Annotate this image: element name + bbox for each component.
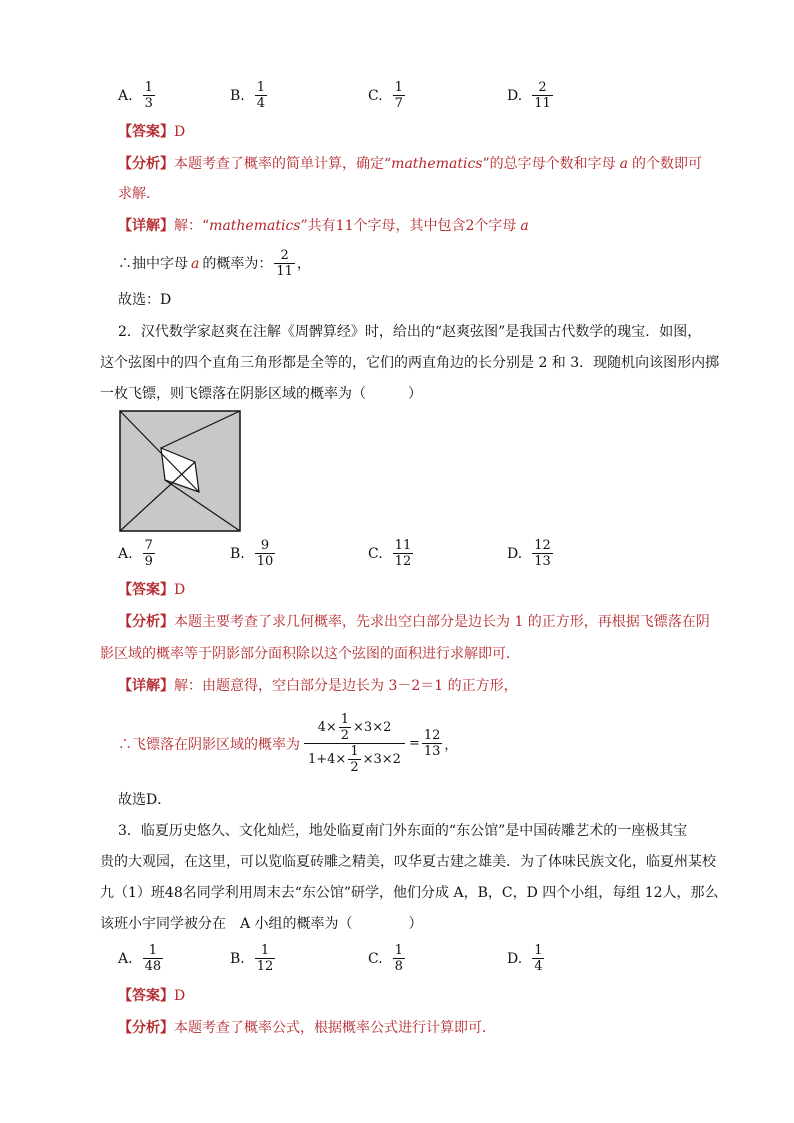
option-label: B.: [230, 545, 245, 562]
q2-option-b: [230, 538, 277, 569]
q1-option-d: [507, 80, 555, 111]
fraction: $\frac{12}{13}$: [423, 728, 441, 759]
q2-detail: 【详解】解：由题意得，空白部分是边长为 3－2＝1 的正方形，: [118, 678, 518, 694]
fraction: $\frac{1}{48}$: [144, 943, 162, 974]
q2-option-a: [118, 538, 157, 569]
q3-analysis: 【分析】本题考查了概率公式，根据概率公式进行计算即可．: [118, 1020, 496, 1036]
option-label: D.: [507, 545, 523, 562]
q3-option-d: [507, 943, 546, 974]
q2-stem-line1: 2．汉代数学家赵爽在注解《周髀算经》时，给出的“赵爽弦图”是我国古代数学的瑰宝．如图，: [118, 324, 702, 340]
q1-answer: 【答案】D: [118, 124, 186, 140]
q1-option-a: [118, 80, 157, 111]
fraction: $\frac{1}{3}$: [144, 80, 153, 111]
q1-option-b: [230, 80, 269, 111]
option-label: C.: [368, 545, 383, 562]
fraction: $\frac{1}{7}$: [394, 80, 403, 111]
q2-stem-line2: 这个弦图中的四个直角三角形都是全等的，它们的两直角边的长分别是 2 和 3．现随机向该图形内掷: [100, 355, 720, 371]
big-fraction: 4× $\frac{1}{2}$ ×3×2 1+4× $\frac{1}{2}$ ×3×2: [304, 712, 405, 775]
q2-choose: 故选D．: [118, 792, 172, 808]
option-label: B.: [230, 87, 245, 104]
q1-analysis-line2: 求解．: [118, 186, 160, 202]
option-label: A.: [118, 545, 133, 562]
fraction: $\frac{2}{11}$: [276, 248, 293, 279]
option-label: D.: [507, 950, 523, 967]
q1-probability: ∴抽中字母 a 的概率为： $\frac{2}{11}$ ，: [118, 248, 311, 279]
q3-stem-line4: 该班小宇同学被分在 A 小组的概率为（ ）: [100, 916, 423, 932]
q2-analysis-line2: 影区域的概率等于阴影部分面积除以这个弦图的面积进行求解即可．: [100, 646, 520, 662]
fraction: $\frac{1}{8}$: [394, 943, 403, 974]
fraction: $\frac{1}{4}$: [256, 80, 266, 111]
q1-choose: 故选：D: [118, 292, 172, 308]
q3-option-b: [230, 943, 277, 974]
option-label: A.: [118, 87, 133, 104]
q3-stem-line1: 3．临夏历史悠久、文化灿烂，地处临夏南门外东面的“东公馆”是中国砖雕艺术的一座极其宝: [118, 823, 688, 839]
q2-answer: 【答案】D: [118, 582, 186, 598]
q3-option-c: [368, 943, 407, 974]
option-label: A.: [118, 950, 133, 967]
q3-stem-line2: 贵的大观园，在这里，可以览临夏砖雕之精美，叹华夏古建之雄美．为了体味民族文化，临夏州某校: [100, 854, 716, 870]
q1-option-c: [368, 80, 407, 111]
fraction: $\frac{12}{13}$: [534, 538, 551, 569]
fraction: $\frac{2}{11}$: [534, 80, 551, 111]
option-label: B.: [230, 950, 245, 967]
fraction: $\frac{1}{4}$: [534, 943, 543, 974]
q2-stem-line3: 一枚飞镖，则飞镖落在阴影区域的概率为（ ）: [100, 386, 422, 402]
q2-formula: ∴飞镖落在阴影区域的概率为 4× $\frac{1}{2}$ ×3×2 1+4× $\frac{1}{2}$ ×3×2 = $\frac{12}{13}$ ，: [118, 712, 458, 775]
q1-analysis: 【分析】本题考查了概率的简单计算，确定“mathematics”的总字母个数和字母 a 的个数即可: [118, 156, 703, 172]
option-label: C.: [368, 87, 383, 104]
fraction: $\frac{11}{12}$: [394, 538, 412, 569]
q3-stem-line3: 九（1）班48名同学利用周末去“东公馆”研学，他们分成 A，B，C，D 四个小组，每组 12人，那么: [100, 885, 719, 901]
option-label: C.: [368, 950, 383, 967]
zhao-shuang-diagram: [119, 410, 241, 532]
fraction: $\frac{7}{9}$: [144, 538, 153, 569]
q1-detail: 【详解】解：“mathematics”共有11个字母，其中包含2个字母 a: [118, 218, 529, 234]
q2-option-c: [368, 538, 415, 569]
q2-analysis: 【分析】本题主要考查了求几何概率，先求出空白部分是边长为 1 的正方形，再根据飞镖落在阴: [118, 614, 710, 630]
q3-option-a: [118, 943, 165, 974]
fraction: $\frac{9}{10}$: [256, 538, 274, 569]
q3-answer: 【答案】D: [118, 988, 186, 1004]
option-label: D.: [507, 87, 523, 104]
q2-option-d: [507, 538, 555, 569]
fraction: $\frac{1}{12}$: [256, 943, 274, 974]
